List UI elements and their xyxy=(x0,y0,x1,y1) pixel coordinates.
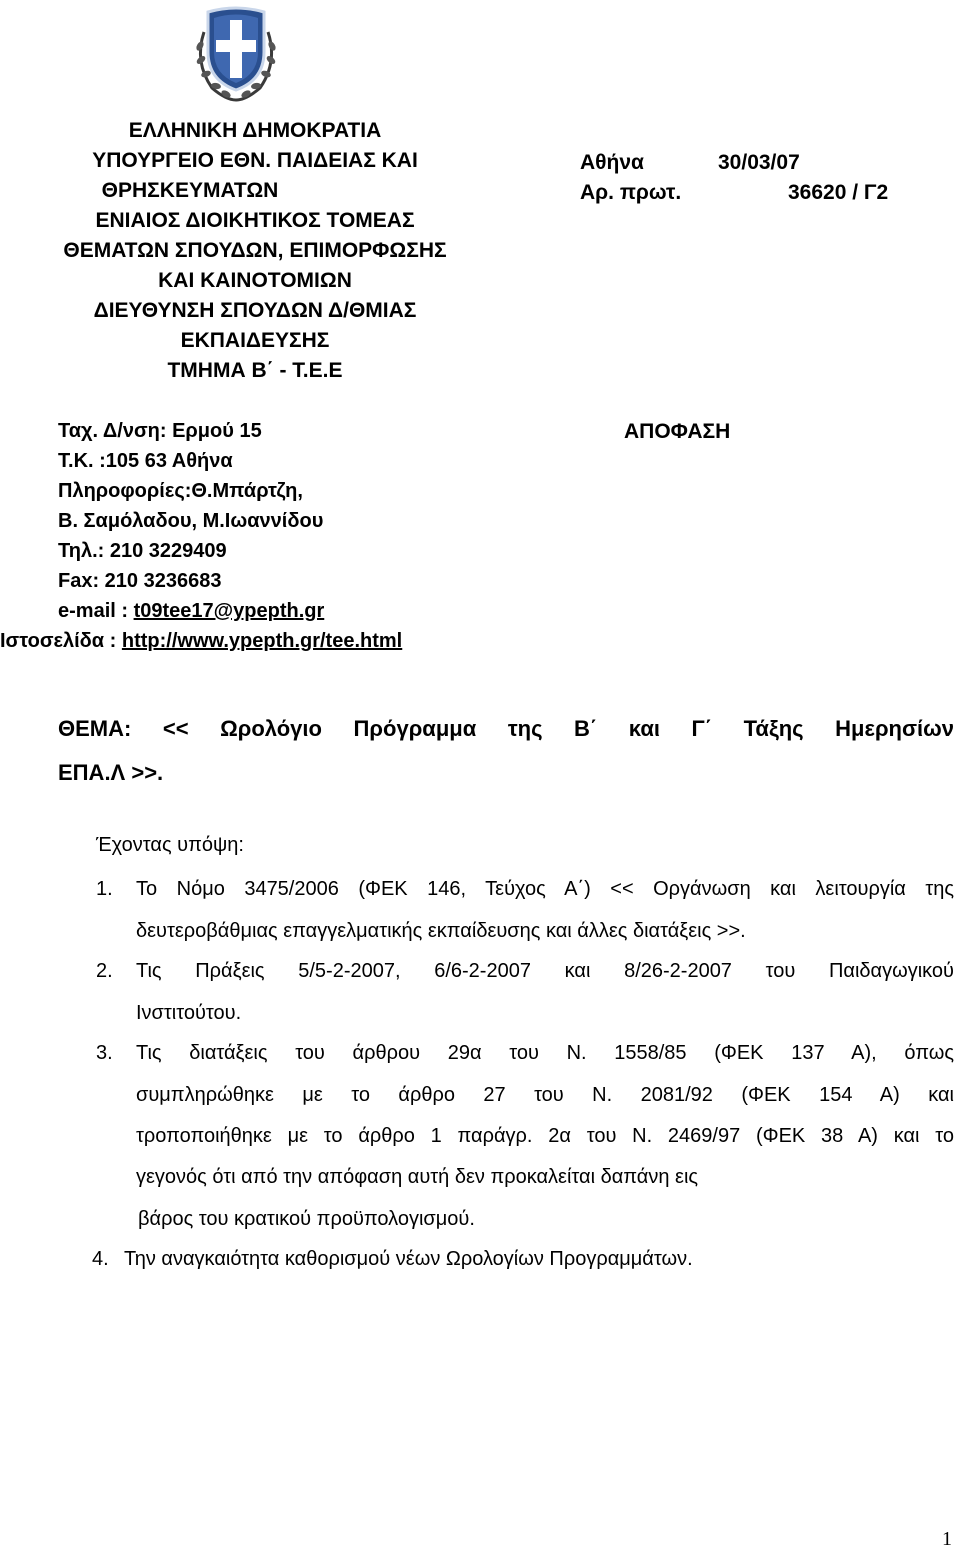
phone-number: Τηλ.: 210 3229409 xyxy=(58,540,227,562)
department-name: ΤΜΗΜΑ Β΄ - Τ.Ε.Ε xyxy=(167,359,343,382)
subject-word: της xyxy=(507,716,543,741)
list-item-text-line: Το Νόμο 3475/2006 (ΦΕΚ 146, Τεύχος Α΄) << Οργάνωση και λειτουργία της xyxy=(136,878,954,900)
ministry-name-line2: ΘΡΗΣΚΕΥΜΑΤΩΝ xyxy=(101,179,279,202)
sector-line3: ΚΑΙ ΚΑΙΝΟΤΟΜΙΩΝ xyxy=(158,269,352,292)
fax-number: Fax: 210 3236683 xyxy=(58,570,222,592)
list-item-text-line: Τις διατάξεις του άρθρου 29α του Ν. 1558/85 (ΦΕΚ 137 Α), όπως xyxy=(136,1042,954,1064)
info-contact-names: Β. Σαμόλαδου, Μ.Ιωαννίδου xyxy=(58,510,324,532)
email-link[interactable]: t09tee17@ypepth.gr xyxy=(133,600,325,622)
subject-line2: ΕΠΑ.Λ >>. xyxy=(58,760,164,785)
postal-address: Ταχ. Δ/νση: Ερμού 15 xyxy=(58,420,262,442)
protocol-label: Αρ. πρωτ. xyxy=(580,181,682,204)
email-label: e-mail : xyxy=(58,600,134,622)
directorate-line2: ΕΚΠΑΙΔΕΥΣΗΣ xyxy=(180,329,330,352)
subject-word: Πρόγραμμα xyxy=(353,716,477,741)
subject-word: Γ΄ xyxy=(691,716,713,741)
document-date: 30/03/07 xyxy=(718,151,800,174)
info-contacts: Πληροφορίες:Θ.Μπάρτζη, xyxy=(58,480,303,502)
list-item-number: 1. xyxy=(96,878,113,900)
considering-heading: Έχοντας υπόψη: xyxy=(96,834,244,856)
protocol-number: 36620 / Γ2 xyxy=(788,181,889,204)
list-item-text-line: δευτεροβάθμιας επαγγελματικής εκπαίδευσης και άλλες διατάξεις >>. xyxy=(136,920,746,942)
decision-title: ΑΠΟΦΑΣΗ xyxy=(624,420,731,443)
subject-word: και xyxy=(628,716,660,741)
list-item-text-line: Τις Πράξεις 5/5-2-2007, 6/6-2-2007 και 8/26-2-2007 του Παιδαγωγικού xyxy=(136,960,954,982)
page-number: 1 xyxy=(942,1528,952,1550)
list-item-text-line: τροποποιήθηκε με το άρθρο 1 παράγρ. 2α του Ν. 2469/97 (ΦΕΚ 38 Α) και το xyxy=(136,1125,954,1147)
subject-word: Ημερησίων xyxy=(835,716,954,741)
subject-word: Ωρολόγιο xyxy=(220,716,322,741)
email-row xyxy=(58,600,324,623)
list-item-text-line: Ινστιτούτου. xyxy=(136,1002,242,1024)
website-row xyxy=(0,630,402,653)
postal-code: Τ.Κ. :105 63 Αθήνα xyxy=(58,450,233,472)
country-name: ΕΛΛΗΝΙΚΗ ΔΗΜΟΚΡΑΤΙΑ xyxy=(128,119,382,142)
list-item-text-line: βάρος του κρατικού προϋπολογισμού. xyxy=(138,1208,475,1230)
subject-word: ΘΕΜΑ: xyxy=(58,716,132,741)
city-label: Αθήνα xyxy=(580,151,644,174)
subject-word: << xyxy=(162,716,189,741)
website-label: Ιστοσελίδα : xyxy=(0,630,122,652)
website-link[interactable]: http://www.ypepth.gr/tee.html xyxy=(121,630,403,652)
list-item-text-line: Την αναγκαιότητα καθορισμού νέων Ωρολογίων Προγραμμάτων. xyxy=(124,1248,693,1270)
list-item-number: 2. xyxy=(96,960,113,982)
greek-coat-of-arms-icon xyxy=(190,2,282,104)
subject-word: Β΄ xyxy=(574,716,598,741)
list-item-text-line: συμπληρώθηκε με το άρθρο 27 του Ν. 2081/92 (ΦΕΚ 154 Α) και xyxy=(136,1084,954,1106)
list-item-number: 4. xyxy=(92,1248,109,1270)
list-item-number: 3. xyxy=(96,1042,113,1064)
subject-word: Τάξης xyxy=(743,716,804,741)
list-item-text-line: γεγονός ότι από την απόφαση αυτή δεν προκαλείται δαπάνη εις xyxy=(136,1166,699,1188)
sector-line2: ΘΕΜΑΤΩΝ ΣΠΟΥΔΩΝ, ΕΠΙΜΟΡΦΩΣΗΣ xyxy=(63,239,447,262)
ministry-name-line1: ΥΠΟΥΡΓΕΙΟ ΕΘΝ. ΠΑΙΔΕΙΑΣ ΚΑΙ xyxy=(92,149,418,172)
sector-line1: ΕΝΙΑΙΟΣ ΔΙΟΙΚΗΤΙΚΟΣ ΤΟΜΕΑΣ xyxy=(95,209,415,232)
directorate-line1: ΔΙΕΥΘΥΝΣΗ ΣΠΟΥΔΩΝ Δ/ΘΜΙΑΣ xyxy=(93,299,417,322)
subject-line1 xyxy=(58,716,954,742)
